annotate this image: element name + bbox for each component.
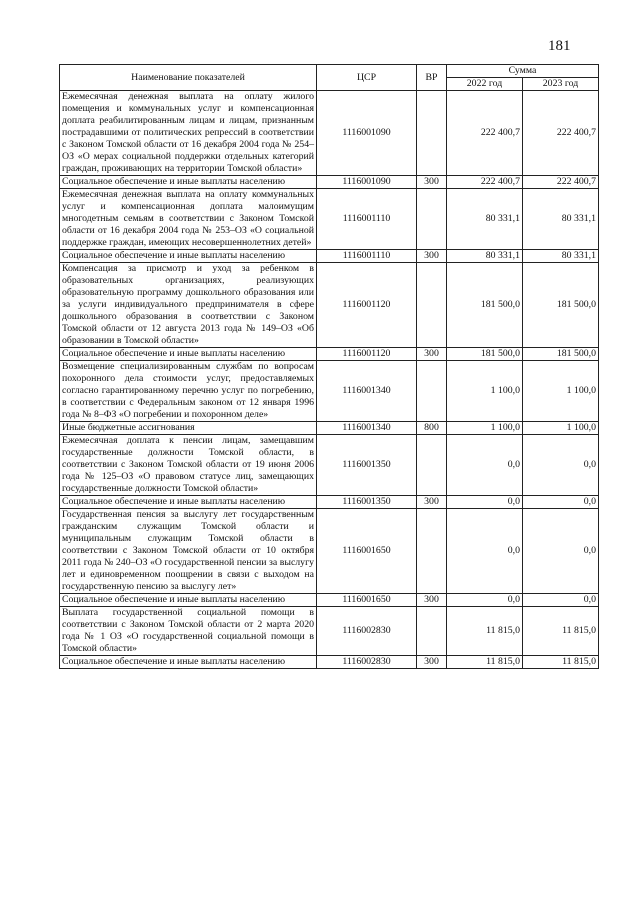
row-name-cell: Иные бюджетные ассигнования (60, 422, 317, 435)
row-csr-cell: 1116001650 (317, 509, 417, 594)
page-number: 181 (548, 38, 571, 54)
table-row (60, 607, 599, 656)
table-row (60, 435, 599, 496)
row-csr-cell: 1116001340 (317, 361, 417, 422)
row-name-cell: Государственная пенсия за выслугу лет государственным гражданским служащим Томской области и муниципальным служащим Томской области в соответствии с Законом Томской области от 10 октября 2011 года № 240–ОЗ «О государственной пенсии за выслугу лет и единовременном поощрении в связи с выходом на государственную пенсию за выслугу лет» (60, 509, 317, 594)
row-name-cell: Возмещение специализированным службам по вопросам похоронного дела стоимости услуг, предоставляемых согласно гарантированному перечню услуг по погребению, в соответствии с Федеральным законом от 12 января 1996 года № 8–ФЗ «О погребении и похоронном деле» (60, 361, 317, 422)
row-sum-2023-cell: 0,0 (523, 509, 599, 594)
header-name: Наименование показателей (60, 65, 317, 91)
row-name-cell: Социальное обеспечение и иные выплаты населению (60, 176, 317, 189)
row-vr-cell: 300 (417, 250, 447, 263)
row-name-cell: Социальное обеспечение и иные выплаты населению (60, 594, 317, 607)
row-vr-cell: 300 (417, 594, 447, 607)
row-sum-2022-cell: 1 100,0 (447, 361, 523, 422)
row-csr-cell: 1116001110 (317, 189, 417, 250)
table-row (60, 361, 599, 422)
table-row (60, 422, 599, 435)
header-csr: ЦСР (317, 65, 417, 91)
table-row (60, 509, 599, 594)
row-csr-cell: 1116001120 (317, 348, 417, 361)
row-sum-2023-cell: 1 100,0 (523, 422, 599, 435)
row-name-cell: Ежемесячная доплата к пенсии лицам, замещавшим государственные должности Томской области, в соответствии с Законом Томской области от 19 июня 2006 года № 125–ОЗ «О правовом статусе лиц, замещающих государственные должности Томской области» (60, 435, 317, 496)
row-vr-cell: 800 (417, 422, 447, 435)
table-row (60, 263, 599, 348)
row-sum-2022-cell: 222 400,7 (447, 91, 523, 176)
table-row (60, 91, 599, 176)
table-row (60, 250, 599, 263)
row-csr-cell: 1116001350 (317, 496, 417, 509)
row-csr-cell: 1116001090 (317, 91, 417, 176)
table-row (60, 189, 599, 250)
header-year-2022: 2022 год (447, 78, 523, 91)
row-sum-2022-cell: 11 815,0 (447, 656, 523, 669)
row-sum-2022-cell: 181 500,0 (447, 348, 523, 361)
row-vr-cell (417, 509, 447, 594)
row-name-cell: Социальное обеспечение и иные выплаты населению (60, 656, 317, 669)
row-sum-2022-cell: 80 331,1 (447, 250, 523, 263)
row-sum-2022-cell: 222 400,7 (447, 176, 523, 189)
row-sum-2023-cell: 0,0 (523, 435, 599, 496)
table-row (60, 496, 599, 509)
row-sum-2023-cell: 0,0 (523, 496, 599, 509)
row-vr-cell: 300 (417, 348, 447, 361)
row-vr-cell (417, 263, 447, 348)
table-row (60, 176, 599, 189)
row-csr-cell: 1116002830 (317, 607, 417, 656)
row-csr-cell: 1116001350 (317, 435, 417, 496)
row-name-cell: Социальное обеспечение и иные выплаты населению (60, 496, 317, 509)
row-sum-2023-cell: 80 331,1 (523, 189, 599, 250)
row-name-cell: Выплата государственной социальной помощи в соответствии с Законом Томской области от 2 марта 2020 года № 1 ОЗ «О государственной социальной помощи в Томской области» (60, 607, 317, 656)
row-sum-2023-cell: 222 400,7 (523, 176, 599, 189)
row-sum-2022-cell: 80 331,1 (447, 189, 523, 250)
row-csr-cell: 1116001110 (317, 250, 417, 263)
row-csr-cell: 1116001650 (317, 594, 417, 607)
row-name-cell: Ежемесячная денежная выплата на оплату коммунальных услуг и компенсационная доплата малоимущим многодетным семьям в соответствии с Законом Томской области от 16 декабря 2004 года № 253–ОЗ «О социальной поддержке граждан, имеющих несовершеннолетних детей» (60, 189, 317, 250)
row-sum-2022-cell: 181 500,0 (447, 263, 523, 348)
row-sum-2023-cell: 0,0 (523, 594, 599, 607)
row-name-cell: Социальное обеспечение и иные выплаты населению (60, 348, 317, 361)
row-sum-2023-cell: 11 815,0 (523, 656, 599, 669)
row-vr-cell: 300 (417, 176, 447, 189)
row-sum-2023-cell: 181 500,0 (523, 263, 599, 348)
row-name-cell: Компенсация за присмотр и уход за ребенком в образовательных организациях, реализующих образовательную программу дошкольного образования или за услуги индивидуального предпринимателя в сфере дошкольного образования в соответствии с Законом Томской области от 12 августа 2013 года № 149–ОЗ «Об образовании в Томской области» (60, 263, 317, 348)
row-csr-cell: 1116001340 (317, 422, 417, 435)
row-sum-2023-cell: 80 331,1 (523, 250, 599, 263)
row-vr-cell (417, 91, 447, 176)
header-vr: ВР (417, 65, 447, 91)
row-sum-2023-cell: 1 100,0 (523, 361, 599, 422)
row-sum-2023-cell: 222 400,7 (523, 91, 599, 176)
table-row (60, 656, 599, 669)
row-vr-cell: 300 (417, 656, 447, 669)
row-sum-2022-cell: 0,0 (447, 594, 523, 607)
row-vr-cell (417, 361, 447, 422)
row-vr-cell (417, 607, 447, 656)
header-sum: Сумма (447, 65, 599, 78)
table-row (60, 594, 599, 607)
row-sum-2022-cell: 0,0 (447, 435, 523, 496)
row-csr-cell: 1116001120 (317, 263, 417, 348)
row-sum-2022-cell: 11 815,0 (447, 607, 523, 656)
row-vr-cell (417, 189, 447, 250)
row-csr-cell: 1116001090 (317, 176, 417, 189)
table-row (60, 348, 599, 361)
row-vr-cell (417, 435, 447, 496)
row-sum-2022-cell: 0,0 (447, 496, 523, 509)
budget-table (59, 64, 599, 669)
header-year-2023: 2023 год (523, 78, 599, 91)
table-header-row (60, 65, 599, 78)
row-vr-cell: 300 (417, 496, 447, 509)
row-sum-2023-cell: 181 500,0 (523, 348, 599, 361)
row-csr-cell: 1116002830 (317, 656, 417, 669)
row-sum-2022-cell: 0,0 (447, 509, 523, 594)
row-sum-2023-cell: 11 815,0 (523, 607, 599, 656)
row-sum-2022-cell: 1 100,0 (447, 422, 523, 435)
row-name-cell: Ежемесячная денежная выплата на оплату жилого помещения и коммунальных услуг и компенсационная доплата реабилитированным лицам и лицам, признанным пострадавшими от политических репрессий в соответствии с Законом Томской области от 16 декабря 2004 года № 254–ОЗ «О мерах социальной поддержки отдельных категорий граждан, проживающих на территории Томской области» (60, 91, 317, 176)
row-name-cell: Социальное обеспечение и иные выплаты населению (60, 250, 317, 263)
